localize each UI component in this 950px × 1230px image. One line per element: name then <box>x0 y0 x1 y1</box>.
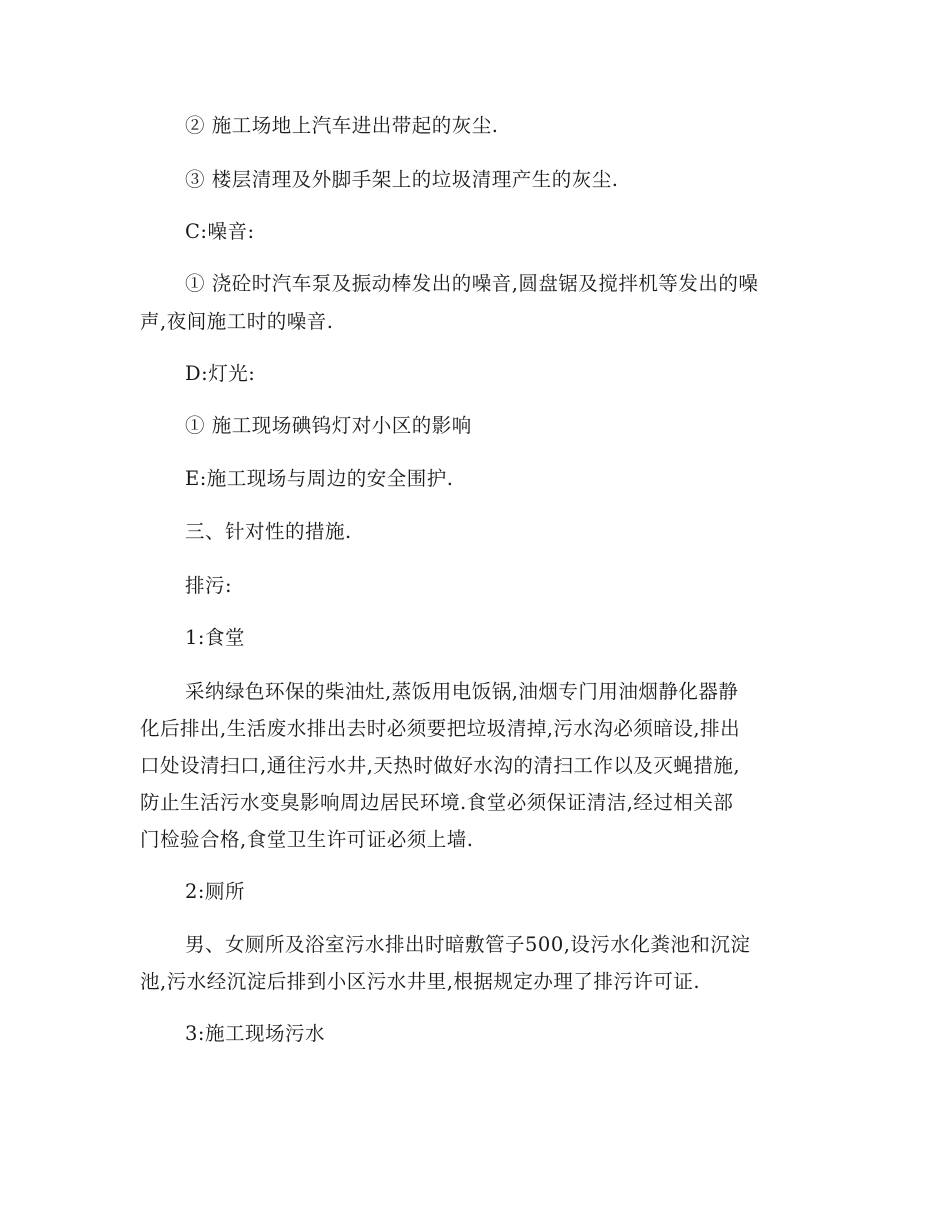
section-heading: C:噪音: <box>185 220 255 243</box>
subsection-heading: 2:厕所 <box>185 880 245 903</box>
paragraph-line: 门检验合格,食堂卫生许可证必须上墙. <box>140 828 474 851</box>
paragraph-line: 口处设清扫口,通往污水井,天热时做好水沟的清扫工作以及灭蝇措施, <box>140 754 741 777</box>
text-line: ② 施工场地上汽车进出带起的灰尘. <box>185 114 499 137</box>
paragraph-line: 防止生活污水变臭影响周边居民环境.食堂必须保证清洁,经过相关部 <box>140 791 734 814</box>
text-line: ① 浇砼时汽车泵及振动棒发出的噪音,圆盘锯及搅拌机等发出的噪 <box>185 272 759 295</box>
section-heading: E:施工现场与周边的安全围护. <box>185 467 454 490</box>
paragraph-line: 池,污水经沉淀后排到小区污水井里,根据规定办理了排污许可证. <box>140 970 701 993</box>
text-line: ① 施工现场碘钨灯对小区的影响 <box>185 414 472 437</box>
section-heading: 三、针对性的措施. <box>185 520 352 543</box>
paragraph-line: 采纳绿色环保的柴油灶,蒸饭用电饭锅,油烟专门用油烟静化器静 <box>185 680 739 703</box>
paragraph-line: 男、女厕所及浴室污水排出时暗敷管子500,设污水化粪池和沉淀 <box>185 933 751 956</box>
section-heading: D:灯光: <box>185 362 256 385</box>
paragraph-line: 化后排出,生活废水排出去时必须要把垃圾清掉,污水沟必须暗设,排出 <box>140 717 741 740</box>
subsection-heading: 排污: <box>185 574 233 597</box>
subsection-heading: 3:施工现场污水 <box>185 1022 325 1045</box>
subsection-heading: 1:食堂 <box>185 626 245 649</box>
text-line: 声,夜间施工时的噪音. <box>140 310 334 333</box>
text-line: ③ 楼层清理及外脚手架上的垃圾清理产生的灰尘. <box>185 168 619 191</box>
